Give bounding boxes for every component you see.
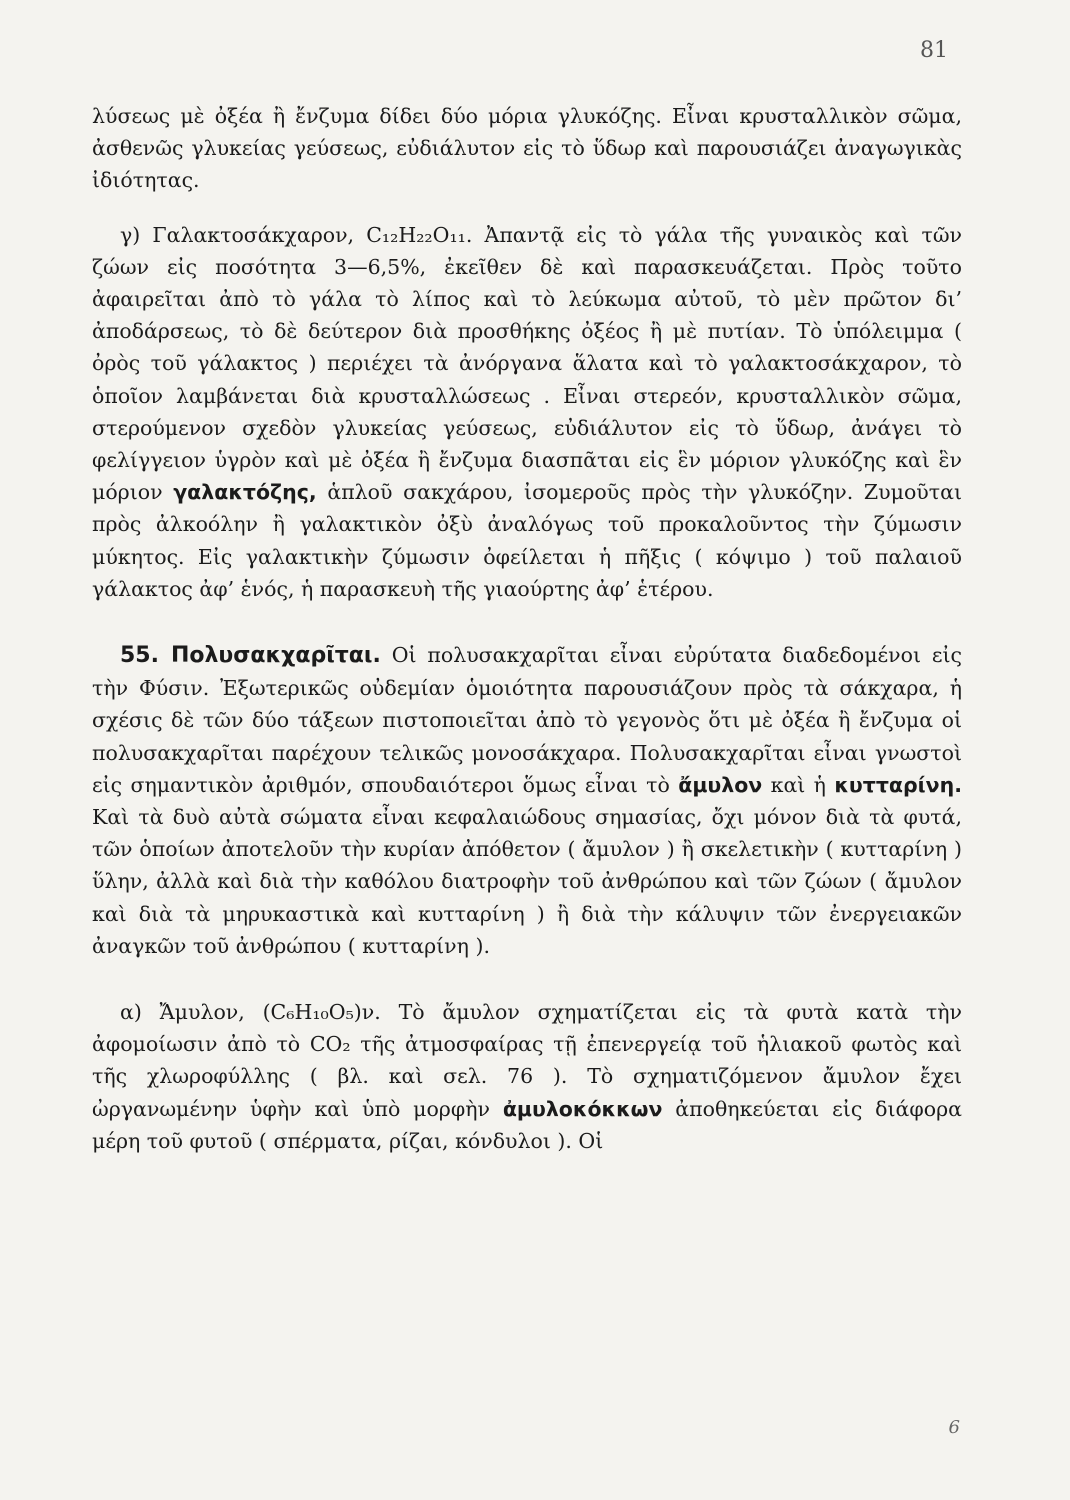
cellulose-bold-term: κυτταρίνη. <box>834 772 962 797</box>
paragraph-1 <box>92 100 962 197</box>
starch-bold-term: ἄμυλον <box>678 772 763 797</box>
galactose-bold-term: γαλακτόζης, <box>173 480 317 505</box>
paragraph-polysaccharides <box>92 639 962 962</box>
paragraph-galactose <box>92 219 962 605</box>
polysaccharides-text-1: Οἱ πολυσακχαρῖται εἶναι εὐρύτατα διαδεδομένοι εἰς τὴν Φύσιν. Ἐξωτερικῶς οὐδεμίαν ὁμοιότητα παρουσιάζουν πρὸς τὰ σάκχαρα, ἡ σχέσις δὲ τῶν δύο τάξεων πιστοποιεῖται ἀπὸ τὸ γεγονὸς ὅτι μὲ ὀξέα ἢ ἔνζυμα οἱ πολυσακχαρῖται παρέχουν τελικῶς μονοσάκχαρα. Πολυσακχαρῖται εἶναι γνωστοὶ εἰς σημαντικὸν ἀριθμόν, σπουδαιότεροι ὅμως εἶναι τὸ <box>92 643 963 797</box>
galactose-text-2: ἁπλοῦ σακχάρου, ἰσομεροῦς πρὸς τὴν γλυκόζην. Ζυμοῦται πρὸς ἀλκοόλην ἢ γαλακτικὸν ὀξὺ ἀναλόγως τοῦ προκαλοῦντος τὴν ζύμωσιν μύκητος. Εἰς γαλακτικὴν ζύμωσιν ὀφείλεται ἡ πῆξις ( κόψιμο ) τοῦ παλαιοῦ γάλακτος ἀφ’ ἑνός, ἡ παρασκευὴ τῆς γιαούρτης ἀφ’ ἑτέρου. <box>92 480 962 601</box>
galactose-text-1: γ) Γαλακτοσάκχαρον, C₁₂H₂₂O₁₁. Ἀπαντᾷ εἰς τὸ γάλα τῆς γυναικὸς καὶ τῶν ζώων εἰς ποσότητα 3—6,5%, ἐκεῖθεν δὲ καὶ παρασκευάζεται. Πρὸς τοῦτο ἀφαιρεῖται ἀπὸ τὸ γάλα τὸ λίπος καὶ τὸ λεύκωμα αὐτοῦ, τὸ μὲν πρῶτον δι’ ἀποδάρσεως, τὸ δὲ δεύτερον διὰ προσθήκης ὀξέος ἢ μὲ πυτίαν. Τὸ ὑπόλειμμα ( ὀρὸς τοῦ γάλακτος ) περιέχει τὰ ἀνόργανα ἅλατα καὶ τὸ γαλακτοσάκχαρον, τὸ ὁποῖον λαμβάνεται διὰ κρυσταλλώσεως . Εἶναι στερεόν, κρυσταλλικὸν σῶμα, στερούμενον σχεδὸν γλυκείας γεύσεως, εὐδιάλυτον εἰς τὸ ὕδωρ, ἀνάγει τὸ φελίγγειον ὑγρὸν καὶ μὲ ὀξέα ἢ ἔνζυμα διασπᾶται εἰς ἓν μόριον γλυκόζης καὶ ἓν μόριον <box>92 222 962 505</box>
starch-text-1: α) Ἄμυλον, (C₆H₁₀O₅)ν. Τὸ ἄμυλον σχηματίζεται εἰς τὰ φυτὰ κατὰ τὴν ἀφομοίωσιν ἀπὸ τὸ CO₂ τῆς ἀτμοσφαίρας τῇ ἐπενεργείᾳ τοῦ ἡλιακοῦ φωτὸς καὶ τῆς χλωροφύλλης ( βλ. καὶ σελ. 76 ). Τὸ σχηματιζόμενον ἄμυλον ἔχει ὠργανωμένην ὑφὴν καὶ ὑπὸ μορφὴν <box>92 1000 962 1121</box>
page-number: 81 <box>920 38 948 63</box>
printer-signature-mark: 6 <box>948 1417 960 1438</box>
page-body <box>92 100 962 1157</box>
section-heading: 55. Πολυσακχαρῖται. <box>120 643 381 669</box>
starch-text-2: ἀποθηκεύεται εἰς διάφορα μέρη τοῦ φυτοῦ ( σπέρματα, ρίζαι, κόνδυλοι ). Οἱ <box>92 1096 962 1153</box>
paragraph-1-text: λύσεως μὲ ὀξέα ἢ ἔνζυμα δίδει δύο μόρια γλυκόζης. Εἶναι κρυσταλλικὸν σῶμα, ἀσθενῶς γλυκείας γεύσεως, εὐδιάλυτον εἰς τὸ ὕδωρ καὶ παρουσιάζει ἀναγωγικὰς ἰδιότητας. <box>92 104 962 193</box>
starch-granules-bold-term: ἀμυλοκόκκων <box>502 1096 663 1121</box>
polysaccharides-text-2: καὶ ἡ <box>762 772 835 797</box>
paragraph-starch <box>92 996 962 1157</box>
polysaccharides-text-3: Καὶ τὰ δυὸ αὐτὰ σώματα εἶναι κεφαλαιώδους σημασίας, ὄχι μόνον διὰ τὰ φυτά, τῶν ὁποίων ἀποτελοῦν τὴν κυρίαν ἀπόθετον ( ἄμυλον ) ἢ σκελετικὴν ( κυτταρίνη ) ὕλην, ἀλλὰ καὶ διὰ τὴν καθόλου διατροφὴν τοῦ ἀνθρώπου καὶ τῶν ζώων ( ἄμυλον καὶ διὰ τὰ μηρυκαστικὰ καὶ κυτταρίνη ) ἢ διὰ τὴν κάλυψιν τῶν ἐνεργειακῶν ἀναγκῶν τοῦ ἀνθρώπου ( κυτταρίνη ). <box>92 805 962 958</box>
